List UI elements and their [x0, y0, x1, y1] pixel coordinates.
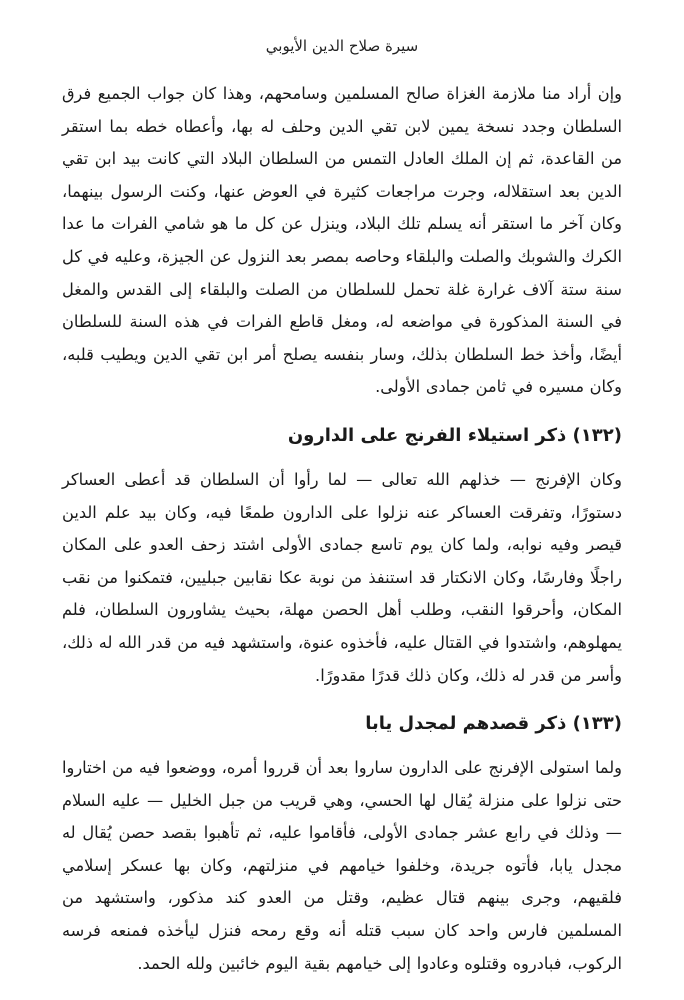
paragraph-3: ولما استولى الإفرنج على الدارون ساروا بعد أن قرروا أمره، ووضعوا فيه من اختاروا حتى نزلوا على منزلة يُقال لها الحسي، وهي قريب من جبل الخليل — عليه السلام — وذلك في رابع عشر جمادى الأولى، فأقاموا عليه، ثم تأهبوا بقصد حصن يُقال له مجدل يابا، فأتوه جريدة، وخلفوا خيامهم في منزلتهم، وكان بها عسكر إسلامي فلقيهم، وجرى بينهم قتال عظيم، وقتل من العدو كند مذكور، واستشهد من المسلمين فارس واحد كان سبب قتله أنه وقع رمحه فنزل ليأخذه فمنعه فرسه الركوب، فبادروه وقتلوه وعادوا إلى خيامهم بقية اليوم خائبين ولله الحمد.: [62, 758, 622, 973]
running-header: سيرة صلاح الدين الأيوبي: [265, 37, 419, 55]
section-heading-132: (١٣٢) ذكر استيلاء الفرنج على الدارون: [287, 424, 622, 446]
paragraph-1: وإن أراد منا ملازمة الغزاة صالح المسلمين وسامحهم، وهذا كان جواب الجميع فرق السلطان وجدد نسخة يمين لابن تقي الدين وحلف له بها، وأعطاه خطه بما استقر من القاعدة، ثم إن الملك العادل التمس من السلطان البلاد التي كانت بيد ابن تقي الدين بعد استقلاله، وجرت مراجعات كثيرة في العوض عنها، وكنت الرسول بينهما، وكان آخر ما استقر أنه يسلم تلك البلاد، وينزل عن كل ما هو شامي الفرات ما عدا الكرك والشوبك والصلت والبلقاء وحاصه بمصر بعد النزول عن الجيزة، وعليه في كل سنة ستة آلاف غرارة غلة تحمل للسلطان من الصلت والبلقاء إلى القدس والمغل في السنة المذكورة في مواضعه له، ومغل قاطع الفرات في هذه السنة للسلطان أيضًا، وأخذ خط السلطان بذلك، وسار بنفسه يصلح أمر ابن تقي الدين ويطيب قلبه، وكان مسيره في ثامن جمادى الأولى.: [62, 84, 622, 397]
paragraph-2: وكان الإفرنج — خذلهم الله تعالى — لما رأوا أن السلطان قد أعطى العساكر دستورًا، وتفرقت العساكر عنه نزلوا على الدارون طمعًا فيه، وكان بيد علم الدين قيصر وفيه نوابه، ولما كان يوم تاسع جمادى الأولى اشتد زحف العدو على المكان راجلًا وفارسًا، وكان الانكتار قد استنفذ من نوبة عكا نقابين جبليين، فتمكنوا من نقب المكان، وأحرقوا النقب، وطلب أهل الحصن مهلة، بحيث يشاورون السلطان، فلم يمهلوهم، واشتدوا في القتال عليه، فأخذوه عنوة، واستشهد فيه من قدر الله له ذلك، وأسر من قدر له ذلك، وكان ذلك قدرًا مقدورًا.: [62, 469, 622, 685]
section-heading-133: (١٣٣) ذكر قصدهم لمجدل يابا: [365, 713, 622, 735]
